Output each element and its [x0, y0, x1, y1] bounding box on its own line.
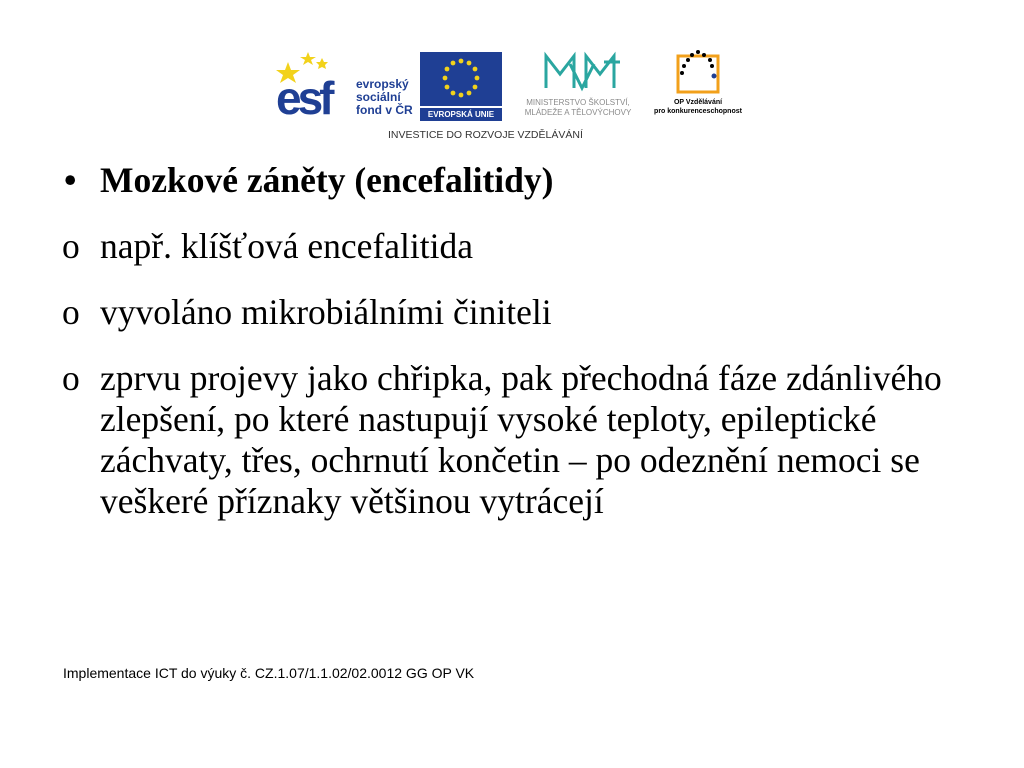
op-caption [652, 98, 744, 116]
esf-line-2: sociální [356, 90, 401, 104]
eu-stars [443, 59, 480, 98]
sub-bullet-marker: o [62, 292, 80, 332]
esf-line-1: evropský [356, 77, 409, 91]
sub-bullet-marker: o [62, 358, 80, 398]
eu-label: EVROPSKÁ UNIE [420, 108, 502, 121]
tagline: INVESTICE DO ROZVOJE VZDĚLÁVÁNÍ [388, 129, 583, 141]
bullet-heading [62, 160, 992, 201]
footer-text: Implementace ICT do výuky č. CZ.1.07/1.1.02/02.0012 GG OP VK [63, 665, 475, 681]
sub-bullet [62, 292, 992, 333]
bullet-marker: • [64, 160, 77, 200]
esf-caption [356, 78, 413, 117]
msmt-caption [508, 98, 648, 118]
sub-bullet-text: např. klíšťová encefalitida [100, 226, 473, 266]
msmt-line-2: MLÁDEŽE A TĚLOVÝCHOVY [524, 108, 632, 117]
op-line-2: pro konkurenceschopnost [654, 108, 742, 115]
esf-star-mark [274, 50, 354, 120]
op-mark [652, 46, 744, 98]
op-logo [652, 46, 744, 122]
msmt-line-1: MINISTERSTVO ŠKOLSTVÍ, [526, 98, 630, 107]
logo-band [0, 0, 1024, 150]
sub-bullet [62, 226, 992, 267]
msmt-monogram [508, 48, 648, 98]
bullet-text: Mozkové záněty (encefalitidy) [100, 160, 554, 200]
eu-logo [420, 52, 502, 120]
msmt-logo [508, 48, 648, 122]
sub-bullet [62, 358, 992, 522]
slide-content [62, 160, 992, 547]
sub-bullet-marker: o [62, 226, 80, 266]
esf-line-3: fond v ČR [356, 103, 413, 117]
esf-mark-text: esf [276, 72, 331, 120]
sub-bullet-text: vyvoláno mikrobiálními činiteli [100, 292, 552, 332]
sub-bullet-text: zprvu projevy jako chřipka, pak přechodná fáze zdánlivého zlepšení, po které nastupují vysoké teploty, epileptické záchvaty, třes, ochrnutí končetin – po odeznění nemoci se veškeré příznaky většinou vytrácejí [100, 358, 942, 521]
eu-flag [420, 52, 502, 106]
op-line-1: OP Vzdělávání [673, 99, 723, 106]
